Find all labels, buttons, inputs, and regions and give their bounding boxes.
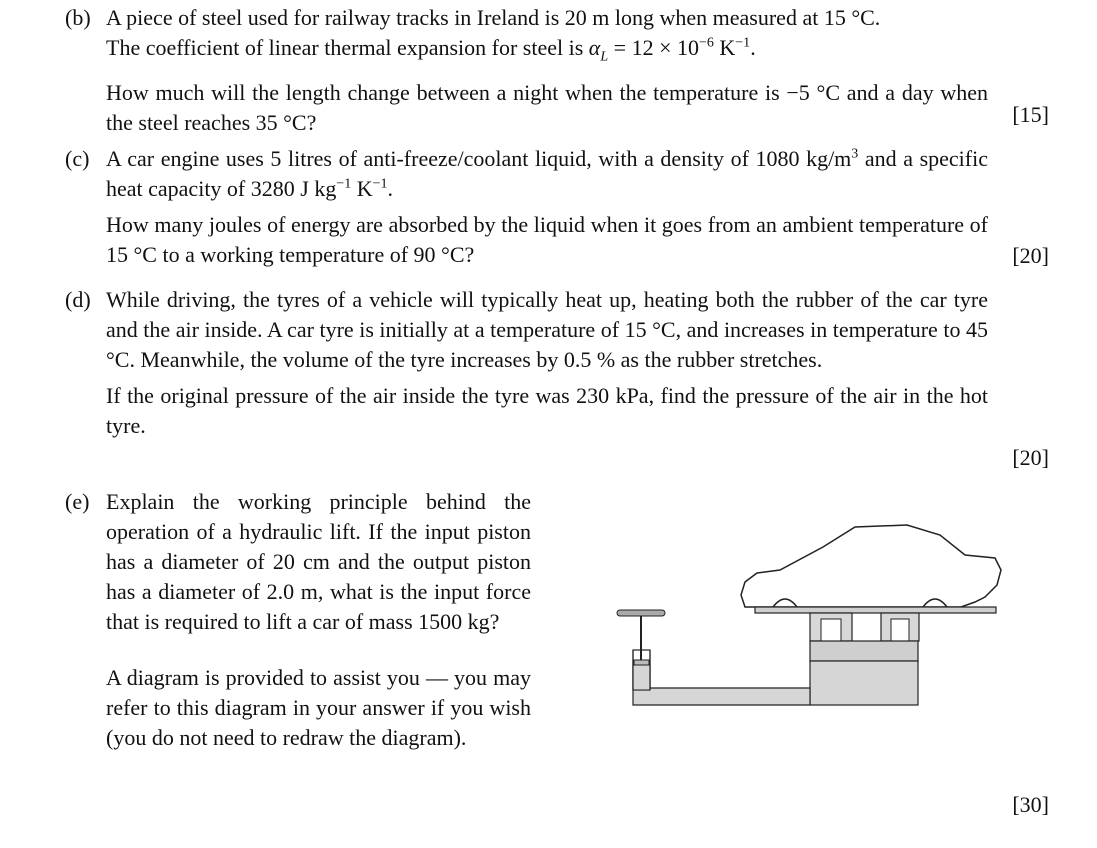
question-c-marks: [20] (1012, 243, 1049, 268)
alpha-subscript: L (600, 49, 609, 65)
heat-capacity-unit-k: K (351, 176, 373, 201)
question-b-question: How much will the length change between a night when the temperature is −5 °C and a day when the steel reaches 35 °C? (106, 80, 988, 136)
coefficient-unit-exponent: −1 (735, 35, 751, 51)
input-handle (617, 610, 665, 616)
output-piston (810, 641, 918, 661)
question-c-question: How many joules of energy are absorbed by the liquid when it goes from an ambient temperature of 15 °C to a working temperature of 90 °C? (106, 212, 988, 267)
question-d-label: (d) (65, 287, 91, 312)
question-e-statement: Explain the working principle behind the operation of a hydraulic lift. If the input piston has a diameter of 20 cm and the output piston has a diameter of 2.0 m, what is the input force that is required to lift a car of mass 1500 kg? (106, 489, 531, 634)
alpha-symbol: α (588, 35, 601, 60)
lift-platform (755, 607, 996, 613)
question-c-heat-capacity: and a specific heat capacity of 3280 J kg (106, 146, 988, 201)
hydraulic-lift-diagram (605, 515, 1005, 715)
question-b-marks: [15] (1012, 102, 1049, 127)
heat-capacity-exponent-k: −1 (372, 176, 388, 192)
density-exponent: 3 (851, 146, 859, 162)
question-b-line2: The coefficient of linear thermal expansion for steel is (106, 35, 589, 60)
question-b-line1: A piece of steel used for railway tracks in Ireland is 20 m long when measured at 15 °C. (106, 5, 881, 30)
question-b-text (106, 3, 988, 138)
question-c-label: (c) (65, 146, 90, 171)
question-d-marks: [20] (1012, 445, 1049, 470)
car-silhouette (741, 525, 1001, 607)
question-c-statement (106, 144, 988, 204)
question-e-label: (e) (65, 489, 90, 514)
connecting-pipe (633, 665, 810, 705)
output-cylinder (810, 661, 918, 705)
question-e-note: A diagram is provided to assist you — you may refer to this diagram in your answer if you wish (you do not need to redraw the diagram). (106, 665, 531, 750)
period: . (750, 35, 756, 60)
coefficient-unit: K (713, 35, 736, 60)
coefficient-value: = 12 × 10 (608, 35, 699, 60)
coefficient-exponent: −6 (698, 35, 714, 51)
input-piston (634, 660, 649, 665)
question-d-statement: While driving, the tyres of a vehicle will typically heat up, heating both the rubber of the car tyre and the air inside. A car tyre is initially at a temperature of 15 °C, and increases in temperature to 45 °C. Meanwhile, the volume of the tyre increases by 0.5 % as the rubber stretches. (106, 287, 988, 372)
period: . (387, 176, 394, 201)
question-d-text (106, 285, 988, 441)
question-c-text (106, 144, 988, 270)
question-b-label: (b) (65, 5, 91, 30)
question-c-density: A car engine uses 5 litres of anti-freeze/coolant liquid, with a density of 1080 kg/m (106, 146, 852, 171)
question-e-text (106, 487, 531, 753)
question-e-marks: [30] (1012, 792, 1049, 817)
question-d-question: If the original pressure of the air inside the tyre was 230 kPa, find the pressure of the air in the hot tyre. (106, 383, 988, 438)
heat-capacity-exponent-kg: −1 (336, 176, 352, 192)
question-b-statement (106, 3, 988, 72)
